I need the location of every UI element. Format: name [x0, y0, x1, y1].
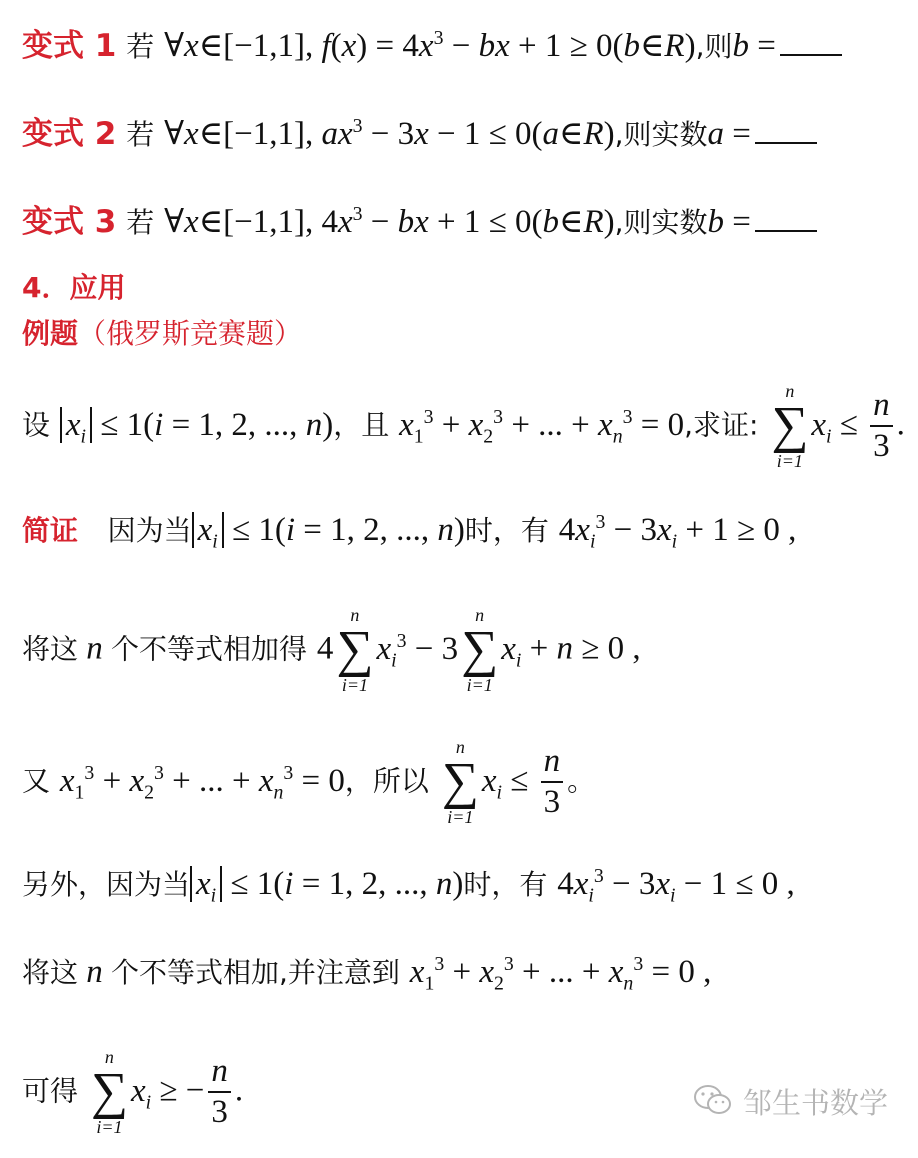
proof-line-6: 可得 n ∑ i=1 $x_i$ ≥ − $\frac{n}{3}$ .: [22, 1047, 244, 1137]
problem-mid: ，且: [333, 408, 390, 442]
variant-2-formula: ∀x∈[−1,1], $ax^3 - 3x - 1$ ≤ 0(a∈R): [164, 115, 615, 152]
answer-blank: [780, 30, 842, 56]
answer-blank: [755, 206, 817, 232]
proof-line-4: 另外，因为当 $x_i \le 1(i = 1$, 2, ..., n)时，有 $4x_i^3 - 3x_i - 1 \le 0$ ,: [22, 865, 795, 907]
problem-prefix: 设: [22, 408, 51, 442]
fraction: $\frac{n}{3}$: [208, 1054, 231, 1129]
variant-1-formula: ∀x∈[−1,1], $f(x) = 4x^3$ − bx + 1 ≥ 0(b∈R): [164, 27, 696, 64]
variant-1: 变式 1 若 ∀x∈[−1,1], $f(x) = 4x^3$ − bx + 1 ≥ 0(b∈R),则b =: [22, 30, 842, 63]
proof-label: 简证: [22, 514, 79, 547]
wechat-icon: [693, 1083, 733, 1121]
sum-operator: n ∑ i=1: [336, 605, 374, 695]
section-heading: 4．应用: [22, 271, 126, 304]
proof-line-3: 又 $x_1^3 + x_2^3$ + ... + $x_n^3 = 0$，所以 n ∑ i=1 $x_i$ ≤ $\frac{n}{3}$ 。: [22, 737, 596, 827]
proof-line-2: 将这 n 个不等式相加得 4 n ∑ i=1 $x_i^3 - 3$ n ∑ i=1 $x_i + n \ge 0$ ,: [22, 605, 641, 695]
variant-1-cond: 若: [126, 30, 155, 63]
answer-blank: [755, 118, 817, 144]
variant-3-tail: ,则实数: [614, 206, 708, 239]
proof-line-1: 简证 因为当 $x_i \le 1(i = 1$, 2, ..., n)时，有 $4x_i^3 - 3x_i + 1 \ge 0$ ,: [22, 511, 797, 553]
variant-2-label: 变式 2: [22, 116, 117, 152]
sum-operator: n ∑ i=1: [771, 381, 809, 471]
variant-2-cond: 若: [126, 118, 155, 151]
proof-line-5: 将这 n 个不等式相加,并注意到 $x_1^3 + x_2^3$ + ... + $x_n^3 = 0$ ,: [22, 953, 712, 995]
sum-operator: n ∑ i=1: [461, 605, 499, 695]
problem-statement: 设 $x_i \le 1(i = 1$, 2, ..., n)，且 $x_1^3 + x_2^3$ + ... + $x_n^3 = 0$,求证: n ∑ i=1 $x_i$ ≤ $\frac{n}{3}$ .: [22, 381, 905, 471]
fraction: $\frac{n}{3}$: [870, 388, 893, 463]
example-heading: [22, 318, 302, 349]
example-source: （俄罗斯竞赛题）: [78, 317, 303, 350]
watermark: [693, 1081, 888, 1122]
variant-3: 变式 3 若 ∀x∈[−1,1], $4x^3$ − bx + 1 ≤ 0(b∈R),则实数b =: [22, 206, 817, 239]
variant-2-tail: ,则实数: [614, 118, 708, 151]
variant-3-cond: 若: [126, 206, 155, 239]
variant-1-label: 变式 1: [22, 28, 117, 64]
watermark-text: 邹生书数学: [742, 1086, 888, 1120]
sum-operator: n ∑ i=1: [90, 1047, 128, 1137]
variant-3-formula: ∀x∈[−1,1], $4x^3$ − bx + 1 ≤ 0(b∈R): [164, 203, 615, 240]
fraction: $\frac{n}{3}$: [541, 744, 564, 819]
variant-2: 变式 2 若 ∀x∈[−1,1], $ax^3 - 3x - 1$ ≤ 0(a∈R),则实数a =: [22, 118, 817, 151]
variant-3-label: 变式 3: [22, 204, 117, 240]
variant-1-tail: ,则: [695, 30, 733, 63]
sum-operator: n ∑ i=1: [441, 737, 479, 827]
problem-ask: ,求证:: [684, 408, 759, 442]
example-label: 例题: [22, 317, 79, 350]
